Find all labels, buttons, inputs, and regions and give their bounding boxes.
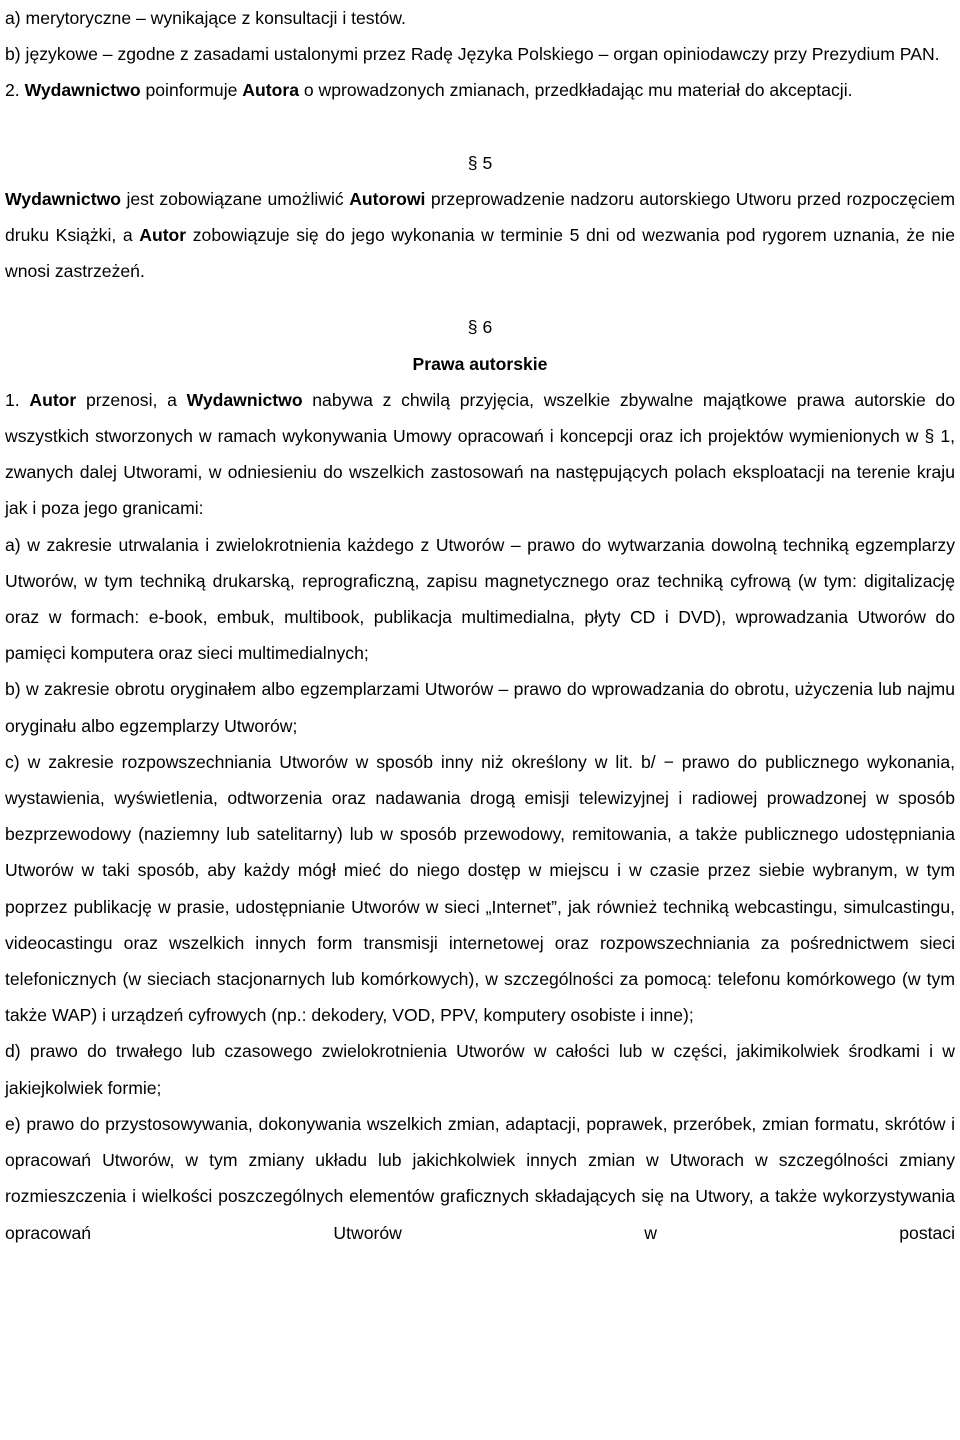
section-5-paragraph: Wydawnictwo jest zobowiązane umożliwić Autorowi przeprowadzenie nadzoru autorskiego Utworu przed rozpoczęciem druku Książki, a Autor zobowiązuje się do jego wykonania w terminie 5 dni od wezwania pod rygorem uznania, że nie wnosi zastrzeżeń. bbox=[5, 188, 955, 282]
section-6-paragraph-1: 1. Autor przenosi, a Wydawnictwo nabywa z chwilą przyjęcia, wszelkie zbywalne majątkowe prawa autorskie do wszystkich stworzonych w ramach wykonywania Umowy opracowań i koncepcji oraz ich projektów wymienionych w § 1, zwanych dalej Utworami, w odniesieniu do wszelkich zastosowań na następujących polach eksploatacji na terenie kraju jak i poza jego granicami: bbox=[5, 389, 956, 519]
section-6-title: Prawa autorskie bbox=[412, 353, 548, 374]
party-publisher: Wydawnictwo bbox=[186, 389, 303, 410]
section-6-heading: § 6 bbox=[467, 317, 493, 338]
field-e: e) prawo do przystosowywania, dokonywania wszelkich zmian, adaptacji, poprawek, przeróbek, zmian formatu, skrótów i opracowań Utworów, w tym zmiany układu lub jakichkolwiek innych zmian w Utworach w szczególności zmiany rozmieszczenia i wielkości poszczególnych elementów graficznych składających się na Utwory, a także wykorzystywania opracowań Utworów w postaci bbox=[5, 1113, 955, 1243]
field-b: b) w zakresie obrotu oryginałem albo egzemplarzami Utworów – prawo do wprowadzania do obrotu, użyczenia lub najmu oryginału albo egzemplarzy Utworów; bbox=[5, 679, 955, 736]
section-5-heading: § 5 bbox=[467, 152, 493, 173]
party-author: Autor bbox=[139, 225, 187, 246]
list-item-a: a) merytoryczne – wynikające z konsultacji i testów. bbox=[5, 8, 406, 28]
paragraph-2: 2. Wydawnictwo poinformuje Autora o wprowadzonych zmianach, przedkładając mu materiał do akceptacji. bbox=[5, 80, 853, 101]
party-author: Autorowi bbox=[349, 188, 426, 209]
party-author: Autor bbox=[29, 389, 77, 410]
party-publisher: Wydawnictwo bbox=[5, 188, 122, 209]
field-d: d) prawo do trwałego lub czasowego zwielokrotnienia Utworów w całości lub w części, jakimikolwiek środkami i w jakiejkolwiek formie; bbox=[5, 1041, 955, 1098]
list-item-b: b) językowe – zgodne z zasadami ustalonymi przez Radę Języka Polskiego – organ opiniodawczy przy Prezydium PAN. bbox=[5, 44, 940, 65]
field-a: a) w zakresie utrwalania i zwielokrotnienia każdego z Utworów – prawo do wytwarzania dowolną techniką egzemplarzy Utworów, w tym techniką drukarską, reprograficzną, zapisu magnetycznego oraz techniką cyfrową (w tym: digitalizację oraz w formach: e-book, embuk, multibook, publikacja multimedialna, płyty CD i DVD), wprowadzania Utworów do pamięci komputera oraz sieci multimedialnych; bbox=[5, 534, 955, 664]
party-publisher: Wydawnictwo bbox=[24, 80, 141, 101]
field-c: c) w zakresie rozpowszechniania Utworów w sposób inny niż określony w lit. b/ − prawo do publicznego wykonania, wystawienia, wyświetlenia, odtworzenia oraz nadawania drogą emisji telewizyjnej i radiowej prowadzonej w sposób bezprzewodowy (naziemny lub satelitarny) lub w sposób przewodowy, remitowania, a także publicznego udostępniania Utworów w taki sposób, aby każdy mógł mieć do niego dostęp w miejscu i w czasie przez siebie wybranym, w tym poprzez publikację w prasie, udostępnianie Utworów w sieci „Internet”, jak również techniką webcastingu, simulcastingu, videocastingu oraz wszelkich innych form transmisji internetowej oraz rozpowszechniania za pośrednictwem sieci telefonicznych (w sieciach stacjonarnych lub komórkowych), w szczególności za pomocą: telefonu komórkowego (w tym także WAP) i urządzeń cyfrowych (np.: dekodery, VOD, PPV, komputery osobiste i inne); bbox=[5, 751, 955, 1026]
document-page bbox=[5, 0, 955, 1251]
party-author: Autora bbox=[242, 80, 299, 101]
